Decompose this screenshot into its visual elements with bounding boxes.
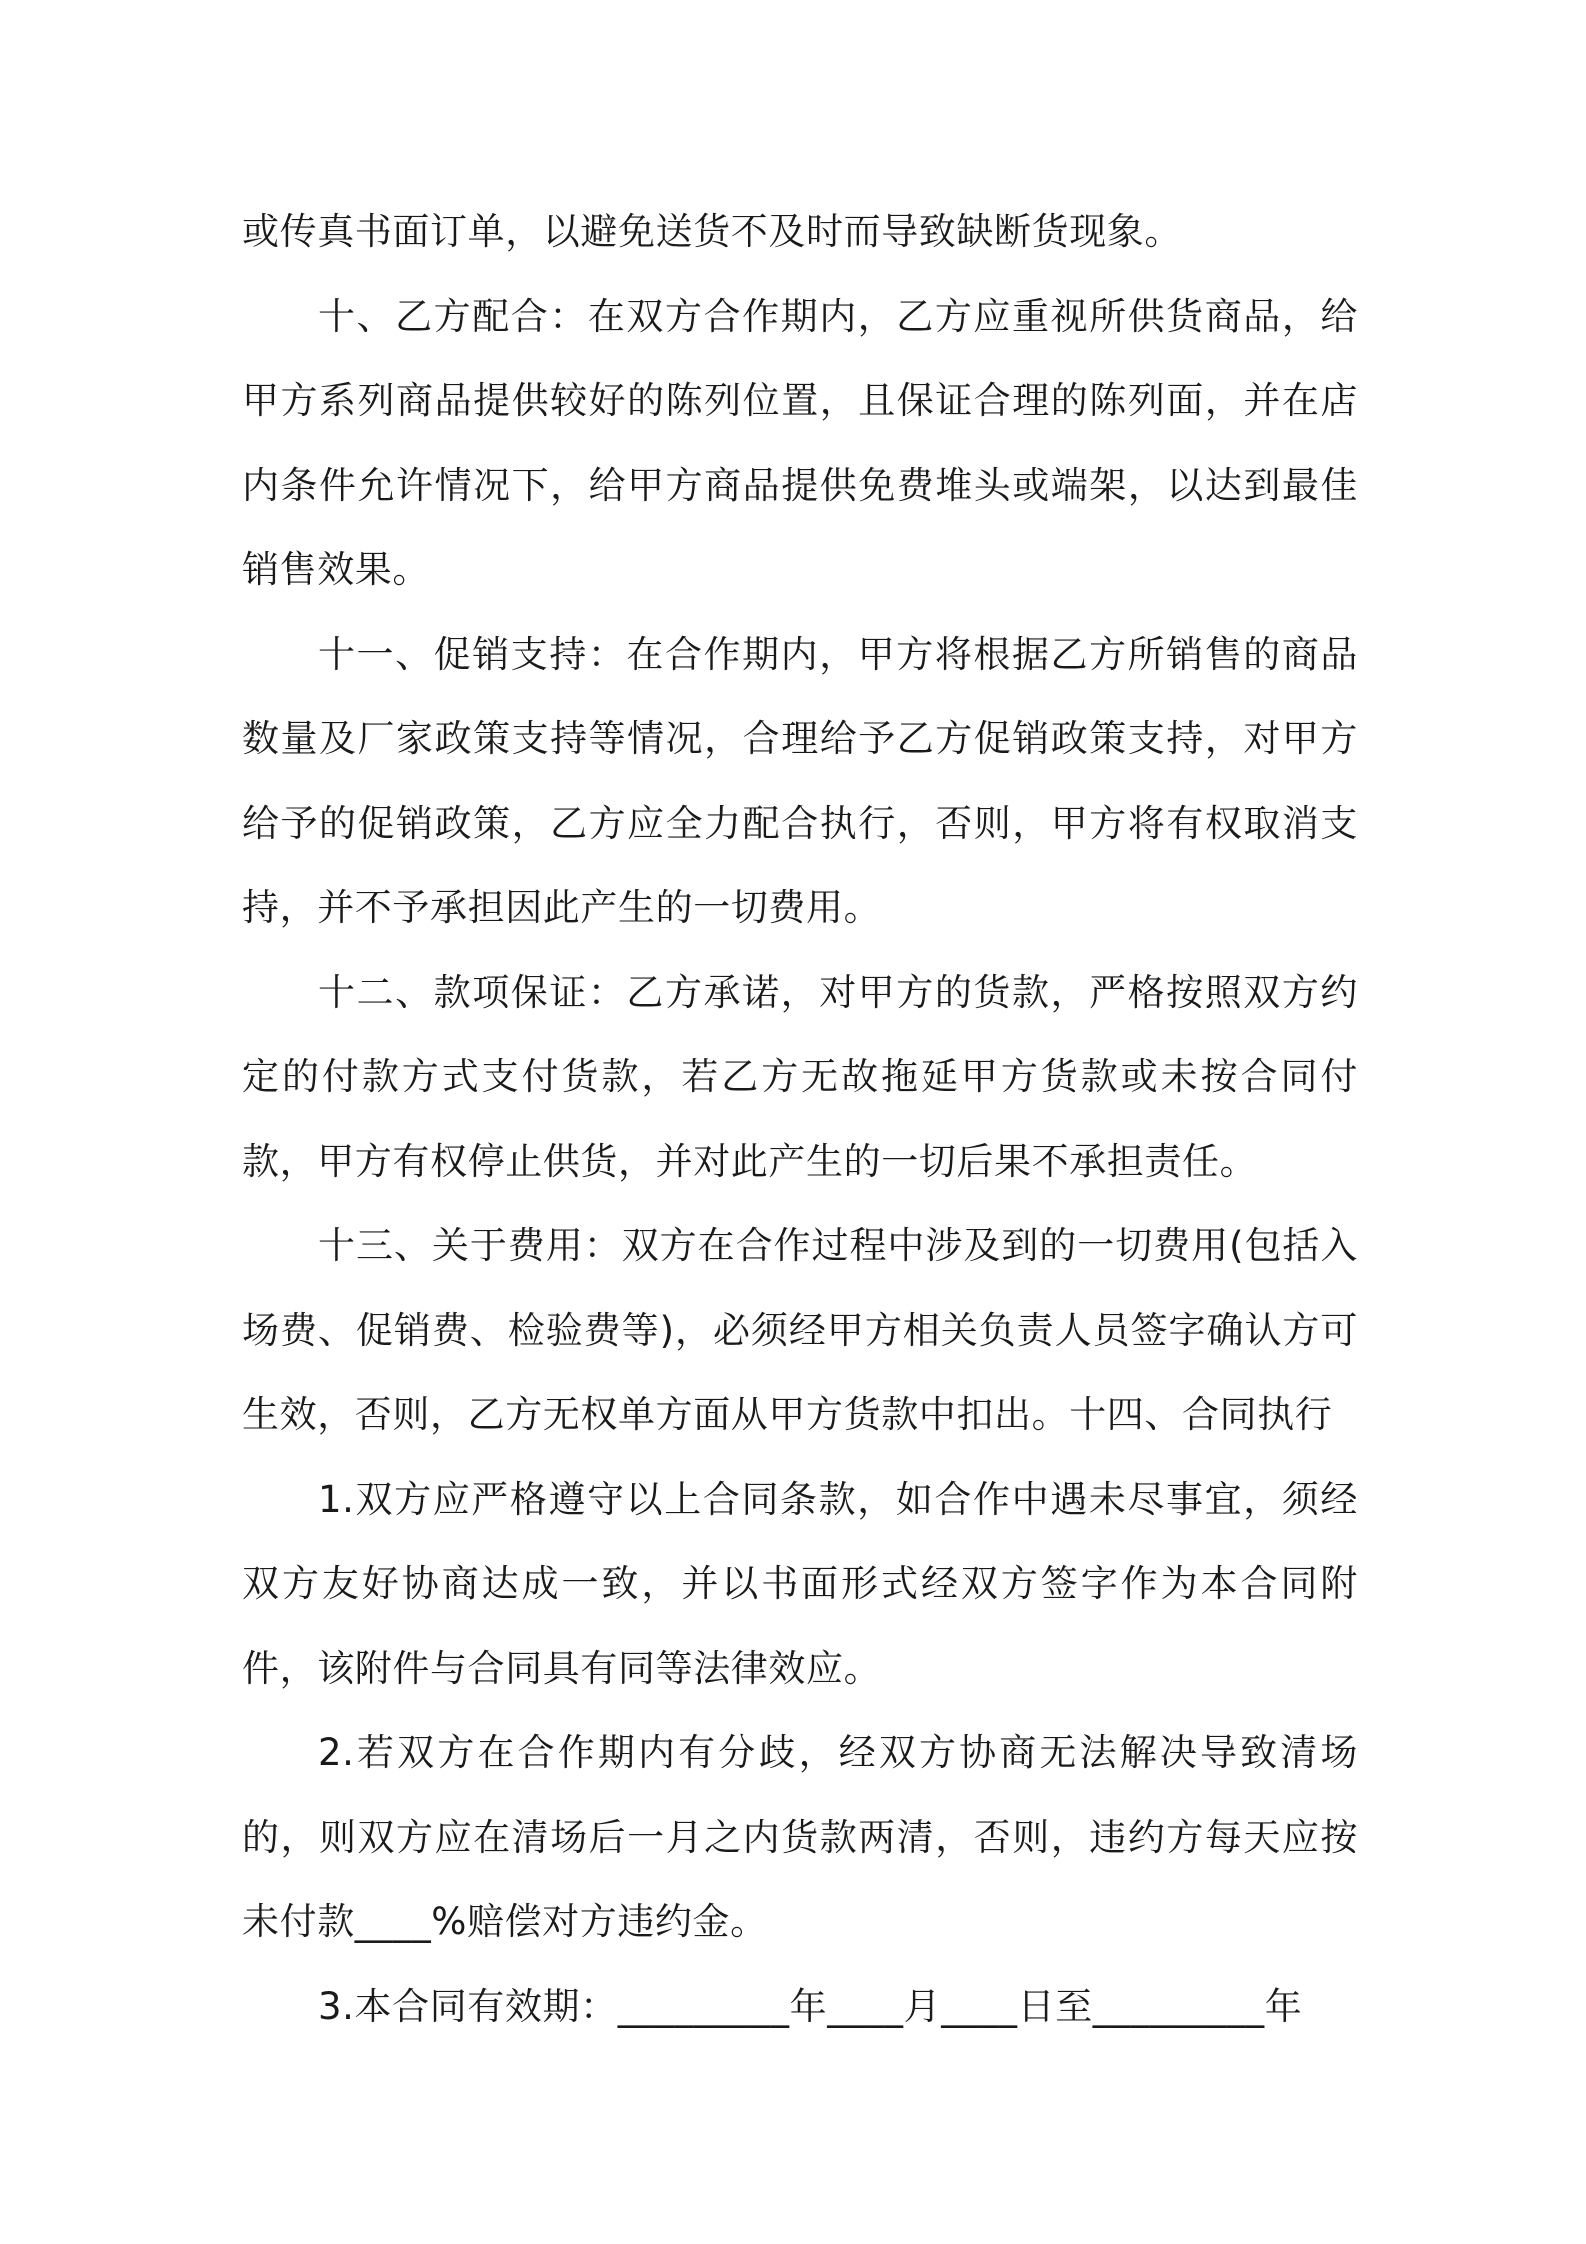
paragraph-order-continuation: 或传真书面订单，以避免送货不及时而导致缺断货现象。 (242, 210, 1182, 253)
paragraph-clause-12-payment: 十二、款项保证：乙方承诺，对甲方的货款，严格按照双方约定的付款方式支付货款，若乙方无故拖延甲方货款或未按合同付款，甲方有权停止供货，并对此产生的一切后果不承担责任。 (242, 970, 1358, 1183)
paragraph-clause-13-fees: 十三、关于费用：双方在合作过程中涉及到的一切费用(包括入场费、促销费、检验费等)，必须经甲方相关负责人员签字确认方可生效，否则，乙方无权单方面从甲方货款中扣出。十四、合同执行 (242, 1224, 1358, 1436)
paragraph-clause-14-item-3: 3.本合同有效期：_________年____月____日至_________年 (318, 1984, 1303, 2028)
paragraph-clause-11-promotion: 十一、促销支持：在合作期内，甲方将根据乙方所销售的商品数量及厂家政策支持等情况，合理给予乙方促销政策支持，对甲方给予的促销政策，乙方应全力配合执行，否则，甲方将有权取消支持，并不予承担因此产生的一切费用。 (242, 632, 1358, 929)
paragraph-clause-10-cooperation: 十、乙方配合：在双方合作期内，乙方应重视所供货商品，给甲方系列商品提供较好的陈列位置，且保证合理的陈列面，并在店内条件允许情况下，给甲方商品提供免费堆头或端架，以达到最佳销售效果。 (242, 294, 1358, 591)
paragraph-clause-14-item-2: 2.若双方在合作期内有分歧，经双方协商无法解决导致清场的，则双方应在清场后一月之内货款两清，否则，违约方每天应按未付款____%赔偿对方违约金。 (242, 1731, 1358, 1943)
paragraph-clause-14-item-1: 1.双方应严格遵守以上合同条款，如合作中遇未尽事宜，须经双方友好协商达成一致，并以书面形式经双方签字作为本合同附件，该附件与合同具有同等法律效应。 (242, 1477, 1358, 1690)
document-body (242, 190, 1358, 2049)
